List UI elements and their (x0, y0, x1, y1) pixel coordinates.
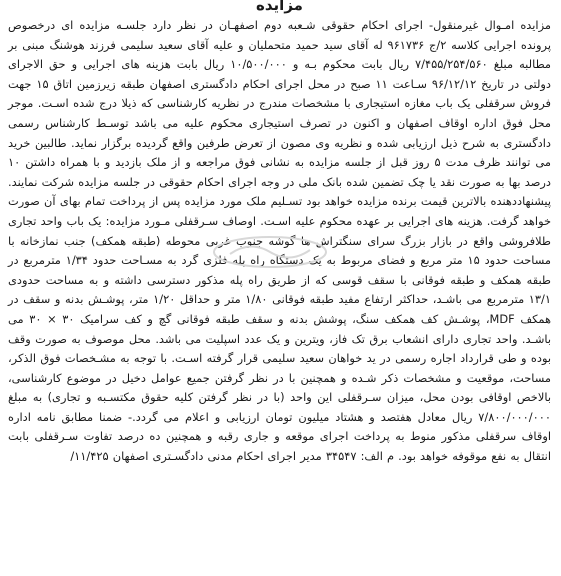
notice-body: مزایده امـوال غیرمنقول- اجرای احکام حقوقی شـعبه دوم اصفهـان در نظر دارد جلسـه مزایده ای درخصوص پرونده اجرایی کلاسه ۲/ج ۹۶۱۷۳۶ له آقای سید حمید متحملیان و علیه آقای سعید سلیمی فرزند هوشنگ مبنی بر مطالبه مبلغ ۷/۴۵۵/۲۵۴/۵۶۰ ریال بابت محکوم بـه و ۱۰/۵۰۰/۰۰۰ ریال بابت هزینه های اجرایی و حق الاجرای دولتی در تاریخ ۹۶/۱۲/۱۲ سـاعت ۱۱ صبح در محل اجرای احکام دادگستری اصفهان طبقه زیرزمین اتاق ۱۵ جهت فروش سرقفلی یک باب مغازه استیجاری با مشخصات مندرج در نظریه کارشناسی که ذیلا درج شده اسـت. موجر محل فوق اداره اوقاف اصفهان و اکنون در تصرف استیجاری محکوم علیه می باشد توسـط کارشناس رسمی دادگستری به شرح ذیل ارزیابی شده و نظریه وی مصون از تعرض طرفین واقع گردیده برگزار نماید. طالبین خرید می توانند ظرف مدت ۵ روز قبل از جلسه مزایده به نشانی فوق مراجعه و از ملک بازدید و با همراه داشتن ۱۰ درصد بها به صورت نقد یا چک تضمین شده بانک ملی در وجه اجرای احکام حقوقی در جلسه مزایده شرکت نمایند. پیشنهاددهنده بالاترین قیمت برنده مزایده خواهد بود تسـلیم ملک مورد مزایده پس از پرداخت تمام بهای آن صورت خواهد گرفت. هزینه های اجرایی بر عهده محکوم علیه اسـت. اوصاف سـرقفلی مـورد مزایده: یک باب واحد تجاری طلافروشی واقع در بازار بزرگ سرای سنگتراش ها گوشه جنوب غربی محوطه (طبقه همکف) جنب نمازخانه با مساحت حدود ۱۵ متر مربع و فضای مربوط به یک دستگاه راه پله فلزی گرد به مسـاحت حدود ۱/۳۴ مترمربع در طبقه همکف و طبقه فوقانی با سقف قوسی که از طریق راه پله مذکور دسترسی داشته و به مساحت حدودی ۱۳/۱ مترمربع می باشـد، حداکثر ارتفاع مفید طبقه فوقانی ۱/۸۰ متر و حداقل ۱/۲۰ متر، پوشـش بدنه و سقف در همکف MDF، پوشـش کف همکف سنگ، پوشش بدنه و سقف طبقه فوقانی گچ و کف سرامیک ۳۰ × ۳۰ می باشـد. واحد تجاری دارای انشعاب برق تک فاز، ویترین و یک عدد اسپلیت می باشد. محل موصوف به صورت وقف بوده و طی قرارداد اجاره رسمی در ید خواهان سعید سلیمی قرار گرفته اسـت. با توجه به مشـخصات فوق الذکر، مساحت، موقعیت و مشخصات ذکر شـده و همچنین با در نظر گرفتن جمیع عوامل دخیل در موضوع کارشناسی، بالاخص اوقافی بودن محل، میزان سـرقفلی این واحد (با در نظر گرفتن کلیه حقوق مکتسـبه و تجاری) به مبلغ ۷/۸۰۰/۰۰۰/۰۰۰ ریال معادل هفتصد و هشتاد میلیون تومان ارزیابی و اعلام می گردد.- ضمنا مطابق نامه اداره اوقاف سرقفلی مذکور منوط به پرداخت اجرای موقعه و جاری رقبه و همچنین ده درصد تفاوت سـرقفلی بابت انتقال به نفع موقوفه خواهد بود. م الف: ۳۴۵۴۷ مدیر اجرای احکام مدنی دادگسـتری اصفهان ۱۱/۴۲۵/ (8, 18, 552, 464)
notice-title: مزایده (256, 0, 303, 14)
